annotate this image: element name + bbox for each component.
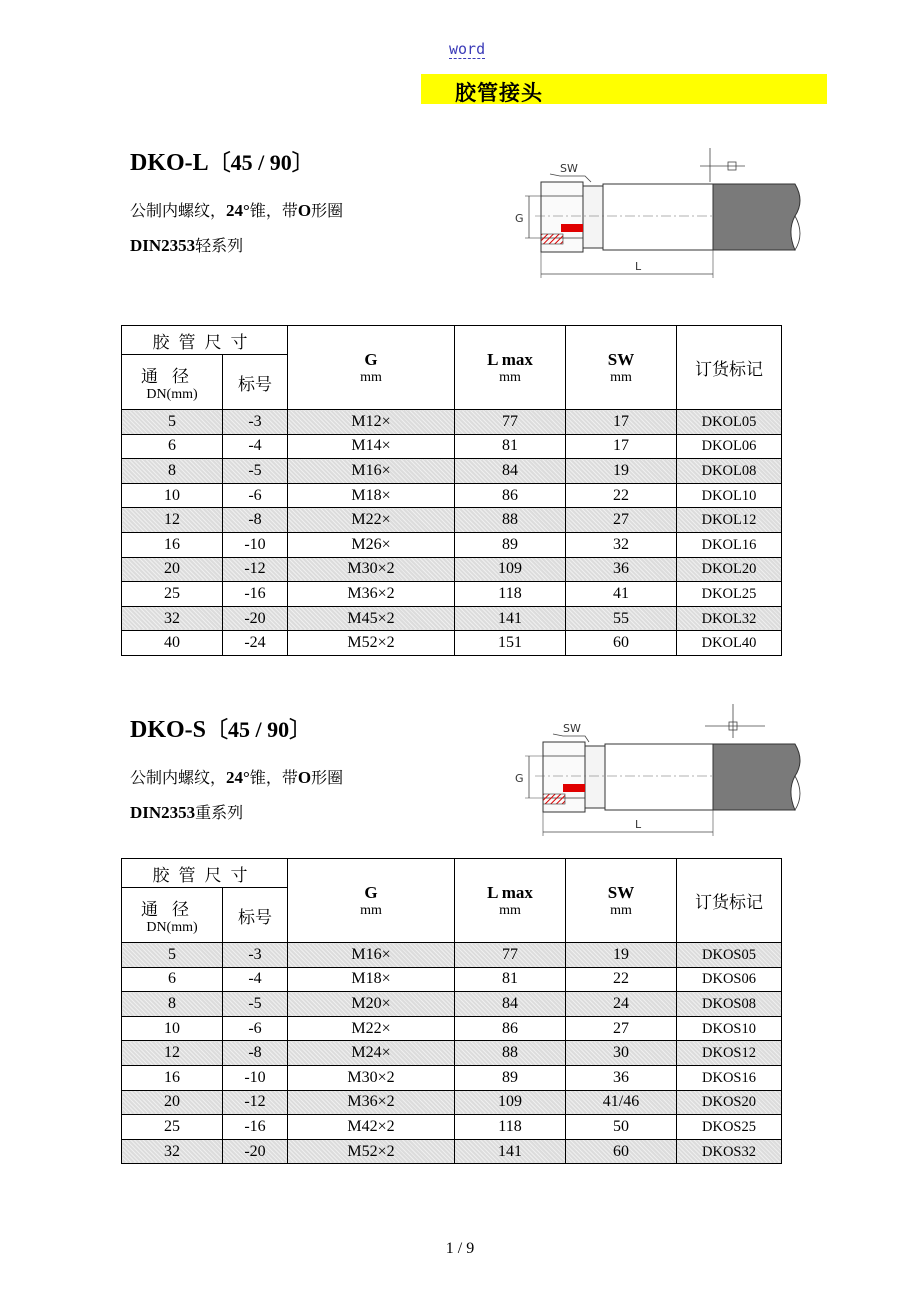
series-code: DIN2353: [130, 236, 196, 255]
cell-order-code: DKOS12: [677, 1041, 782, 1066]
desc-text: 公制内螺纹，: [130, 768, 227, 787]
cell-g: M16×: [288, 459, 455, 484]
header-dn: 通径 DN(mm): [122, 355, 223, 410]
cell-mark: -24: [223, 631, 288, 656]
cell-order-code: DKOL25: [677, 582, 782, 607]
section-description: [130, 765, 343, 788]
table-row: [122, 582, 782, 607]
cell-sw: 41/46: [566, 1090, 677, 1115]
header-order-code: 订货标记: [677, 859, 782, 943]
cell-dn: 16: [122, 532, 223, 557]
cell-g: M30×2: [288, 1065, 455, 1090]
header-hose-size: 胶管尺寸: [122, 859, 288, 888]
cell-g: M45×2: [288, 606, 455, 631]
cell-order-code: DKOS08: [677, 992, 782, 1017]
cell-sw: 22: [566, 483, 677, 508]
section-title-dko-l: [130, 146, 314, 177]
table-header-row: [122, 859, 782, 888]
cell-g: M22×: [288, 1016, 455, 1041]
cell-sw: 36: [566, 557, 677, 582]
cell-l-max: 81: [455, 967, 566, 992]
o-ring-seal: [561, 224, 583, 232]
cell-g: M20×: [288, 992, 455, 1017]
table-row: [122, 1090, 782, 1115]
cell-order-code: DKOL08: [677, 459, 782, 484]
desc-text: 锥，带: [249, 201, 298, 220]
o-ring-seal: [563, 784, 585, 792]
cell-l-max: 118: [455, 582, 566, 607]
table-row: [122, 483, 782, 508]
cell-sw: 60: [566, 631, 677, 656]
cell-mark: -12: [223, 1090, 288, 1115]
cell-l-max: 84: [455, 992, 566, 1017]
cell-dn: 25: [122, 582, 223, 607]
cell-l-max: 109: [455, 1090, 566, 1115]
cell-dn: 32: [122, 1139, 223, 1164]
header-mark: 标号: [223, 355, 288, 410]
fitting-drawing: [505, 146, 805, 286]
spec-table-dko-s: [121, 858, 782, 1164]
header-sw: SW mm: [566, 326, 677, 410]
cell-mark: -5: [223, 459, 288, 484]
cell-order-code: DKOL20: [677, 557, 782, 582]
cell-sw: 24: [566, 992, 677, 1017]
cell-l-max: 151: [455, 631, 566, 656]
cell-sw: 55: [566, 606, 677, 631]
table-row: [122, 1016, 782, 1041]
cell-sw: 22: [566, 967, 677, 992]
header-l-max: L max mm: [455, 326, 566, 410]
header-hose-size: 胶管尺寸: [122, 326, 288, 355]
cell-l-max: 89: [455, 532, 566, 557]
table-row: [122, 943, 782, 968]
cell-sw: 17: [566, 410, 677, 435]
section-series: [130, 233, 243, 256]
cell-l-max: 81: [455, 434, 566, 459]
table-row: [122, 532, 782, 557]
cell-dn: 20: [122, 557, 223, 582]
cell-order-code: DKOL10: [677, 483, 782, 508]
cell-order-code: DKOL05: [677, 410, 782, 435]
drawing-label-l: L: [635, 260, 642, 273]
cell-sw: 50: [566, 1115, 677, 1140]
series-name: 轻系列: [195, 236, 244, 255]
cell-dn: 8: [122, 992, 223, 1017]
cell-sw: 17: [566, 434, 677, 459]
cell-mark: -16: [223, 582, 288, 607]
cell-sw: 19: [566, 459, 677, 484]
section-title-angle: 〔45 / 90〕: [208, 150, 314, 175]
cell-g: M36×2: [288, 1090, 455, 1115]
section-title-code: DKO-L: [130, 150, 209, 176]
drawing-label-sw: SW: [560, 162, 578, 175]
desc-text: 形圈: [311, 201, 344, 220]
cell-mark: -5: [223, 992, 288, 1017]
cell-g: M22×: [288, 508, 455, 533]
cell-g: M42×2: [288, 1115, 455, 1140]
page-number: 1 / 9: [445, 1240, 475, 1257]
section-title-code: DKO-S: [130, 717, 207, 743]
cell-l-max: 118: [455, 1115, 566, 1140]
cell-l-max: 89: [455, 1065, 566, 1090]
cell-order-code: DKOL12: [677, 508, 782, 533]
cell-mark: -4: [223, 434, 288, 459]
cell-sw: 30: [566, 1041, 677, 1066]
desc-o-ring: O: [297, 201, 312, 220]
table-row: [122, 967, 782, 992]
section-series: [130, 800, 243, 823]
cell-l-max: 84: [455, 459, 566, 484]
section-description: [130, 198, 343, 221]
cell-dn: 10: [122, 1016, 223, 1041]
table-row: [122, 1065, 782, 1090]
header-word-link[interactable]: word: [449, 40, 486, 58]
cell-mark: -10: [223, 1065, 288, 1090]
cell-sw: 41: [566, 582, 677, 607]
table-row: [122, 606, 782, 631]
cell-order-code: DKOL06: [677, 434, 782, 459]
cell-g: M18×: [288, 483, 455, 508]
cell-dn: 25: [122, 1115, 223, 1140]
hose-graphic: [713, 744, 800, 810]
cell-l-max: 141: [455, 1139, 566, 1164]
header-l-max: L max mm: [455, 859, 566, 943]
cell-g: M36×2: [288, 582, 455, 607]
header-g: G mm: [288, 859, 455, 943]
cell-order-code: DKOL40: [677, 631, 782, 656]
cell-dn: 5: [122, 943, 223, 968]
fitting-drawing: [505, 702, 805, 842]
desc-angle: 24°: [226, 768, 250, 787]
cell-sw: 27: [566, 508, 677, 533]
table-row: [122, 1115, 782, 1140]
cell-dn: 20: [122, 1090, 223, 1115]
cell-dn: 16: [122, 1065, 223, 1090]
cell-dn: 8: [122, 459, 223, 484]
spec-table-dko-l: [121, 325, 782, 656]
desc-text: 锥，带: [249, 768, 298, 787]
table-row: [122, 992, 782, 1017]
cell-order-code: DKOS16: [677, 1065, 782, 1090]
header-g: G mm: [288, 326, 455, 410]
cell-order-code: DKOS05: [677, 943, 782, 968]
cell-g: M52×2: [288, 631, 455, 656]
section-title-angle: 〔45 / 90〕: [206, 717, 312, 742]
cell-order-code: DKOS20: [677, 1090, 782, 1115]
hose-graphic: [713, 184, 800, 250]
cell-l-max: 77: [455, 943, 566, 968]
cell-dn: 6: [122, 434, 223, 459]
cell-g: M18×: [288, 967, 455, 992]
desc-text: 形圈: [311, 768, 344, 787]
cell-mark: -8: [223, 1041, 288, 1066]
cell-l-max: 88: [455, 508, 566, 533]
cell-mark: -10: [223, 532, 288, 557]
header-dn: 通径 DN(mm): [122, 888, 223, 943]
cell-mark: -6: [223, 483, 288, 508]
cell-mark: -3: [223, 943, 288, 968]
cell-dn: 6: [122, 967, 223, 992]
cell-l-max: 88: [455, 1041, 566, 1066]
cell-sw: 36: [566, 1065, 677, 1090]
cell-l-max: 86: [455, 483, 566, 508]
cell-order-code: DKOL32: [677, 606, 782, 631]
table-row: [122, 557, 782, 582]
drawing-label-sw: SW: [563, 722, 581, 735]
cell-l-max: 109: [455, 557, 566, 582]
cell-order-code: DKOL16: [677, 532, 782, 557]
desc-text: 公制内螺纹，: [130, 201, 227, 220]
cell-mark: -3: [223, 410, 288, 435]
drawing-label-g: G: [515, 772, 524, 785]
cell-order-code: DKOS06: [677, 967, 782, 992]
table-header-row: [122, 326, 782, 355]
cell-dn: 12: [122, 1041, 223, 1066]
series-name: 重系列: [195, 803, 244, 822]
cell-g: M52×2: [288, 1139, 455, 1164]
desc-o-ring: O: [297, 768, 312, 787]
cell-mark: -20: [223, 1139, 288, 1164]
table-row: [122, 459, 782, 484]
table-row: [122, 434, 782, 459]
cell-dn: 32: [122, 606, 223, 631]
cell-order-code: DKOS25: [677, 1115, 782, 1140]
desc-angle: 24°: [226, 201, 250, 220]
cell-sw: 19: [566, 943, 677, 968]
header-order-code: 订货标记: [677, 326, 782, 410]
cell-mark: -20: [223, 606, 288, 631]
cell-g: M30×2: [288, 557, 455, 582]
cell-l-max: 86: [455, 1016, 566, 1041]
cell-mark: -16: [223, 1115, 288, 1140]
cell-mark: -6: [223, 1016, 288, 1041]
cell-dn: 5: [122, 410, 223, 435]
cell-order-code: DKOS10: [677, 1016, 782, 1041]
cell-mark: -4: [223, 967, 288, 992]
cell-l-max: 77: [455, 410, 566, 435]
cell-sw: 32: [566, 532, 677, 557]
drawing-label-g: G: [515, 212, 524, 225]
drawing-label-l: L: [635, 818, 642, 831]
table-row: [122, 508, 782, 533]
header-mark: 标号: [223, 888, 288, 943]
cell-dn: 40: [122, 631, 223, 656]
cell-g: M16×: [288, 943, 455, 968]
table-row: [122, 410, 782, 435]
cell-mark: -12: [223, 557, 288, 582]
cell-g: M24×: [288, 1041, 455, 1066]
cell-l-max: 141: [455, 606, 566, 631]
cell-dn: 12: [122, 508, 223, 533]
section-title-dko-s: [130, 713, 311, 744]
document-title-bar: [421, 74, 827, 104]
cell-sw: 60: [566, 1139, 677, 1164]
cell-g: M26×: [288, 532, 455, 557]
table-row: [122, 631, 782, 656]
cell-dn: 10: [122, 483, 223, 508]
cell-order-code: DKOS32: [677, 1139, 782, 1164]
table-row: [122, 1041, 782, 1066]
document-title: 胶管接头: [455, 81, 543, 105]
cell-mark: -8: [223, 508, 288, 533]
header-sw: SW mm: [566, 859, 677, 943]
cell-sw: 27: [566, 1016, 677, 1041]
table-row: [122, 1139, 782, 1164]
cell-g: M12×: [288, 410, 455, 435]
cell-g: M14×: [288, 434, 455, 459]
series-code: DIN2353: [130, 803, 196, 822]
